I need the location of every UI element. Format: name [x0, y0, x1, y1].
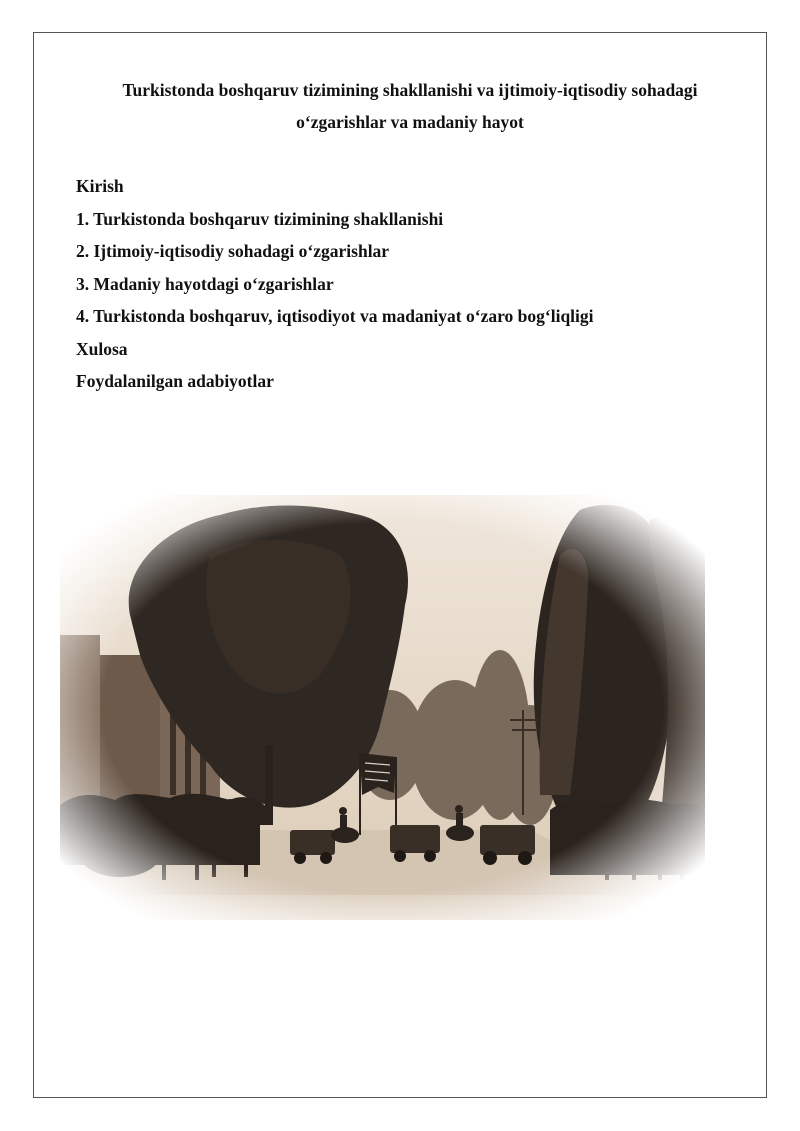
photo-illustration	[60, 495, 705, 920]
toc-item-1: 1. Turkistonda boshqaruv tizimining shakllanishi	[76, 208, 444, 229]
title-line-2: o‘zgarishlar va madaniy hayot	[296, 112, 524, 132]
document-title	[60, 74, 760, 138]
toc-item-4: 4. Turkistonda boshqaruv, iqtisodiyot va madaniyat o‘zaro bog‘liqligi	[76, 306, 594, 326]
historical-street-photo	[60, 495, 705, 920]
toc-item-3: 3. Madaniy hayotdagi o‘zgarishlar	[76, 273, 334, 294]
toc-item-2: 2. Ijtimoiy-iqtisodiy sohadagi o‘zgarishlar	[76, 241, 390, 261]
toc-item-introduction: Kirish	[76, 176, 124, 196]
toc-item-references: Foydalanilgan adabiyotlar	[76, 371, 274, 391]
photo-vignette	[60, 495, 705, 920]
table-of-contents	[76, 170, 756, 398]
toc-item-conclusion: Xulosa	[76, 338, 128, 359]
title-line-1: Turkistonda boshqaruv tizimining shakllanishi va ijtimoiy-iqtisodiy sohadagi	[122, 80, 698, 100]
